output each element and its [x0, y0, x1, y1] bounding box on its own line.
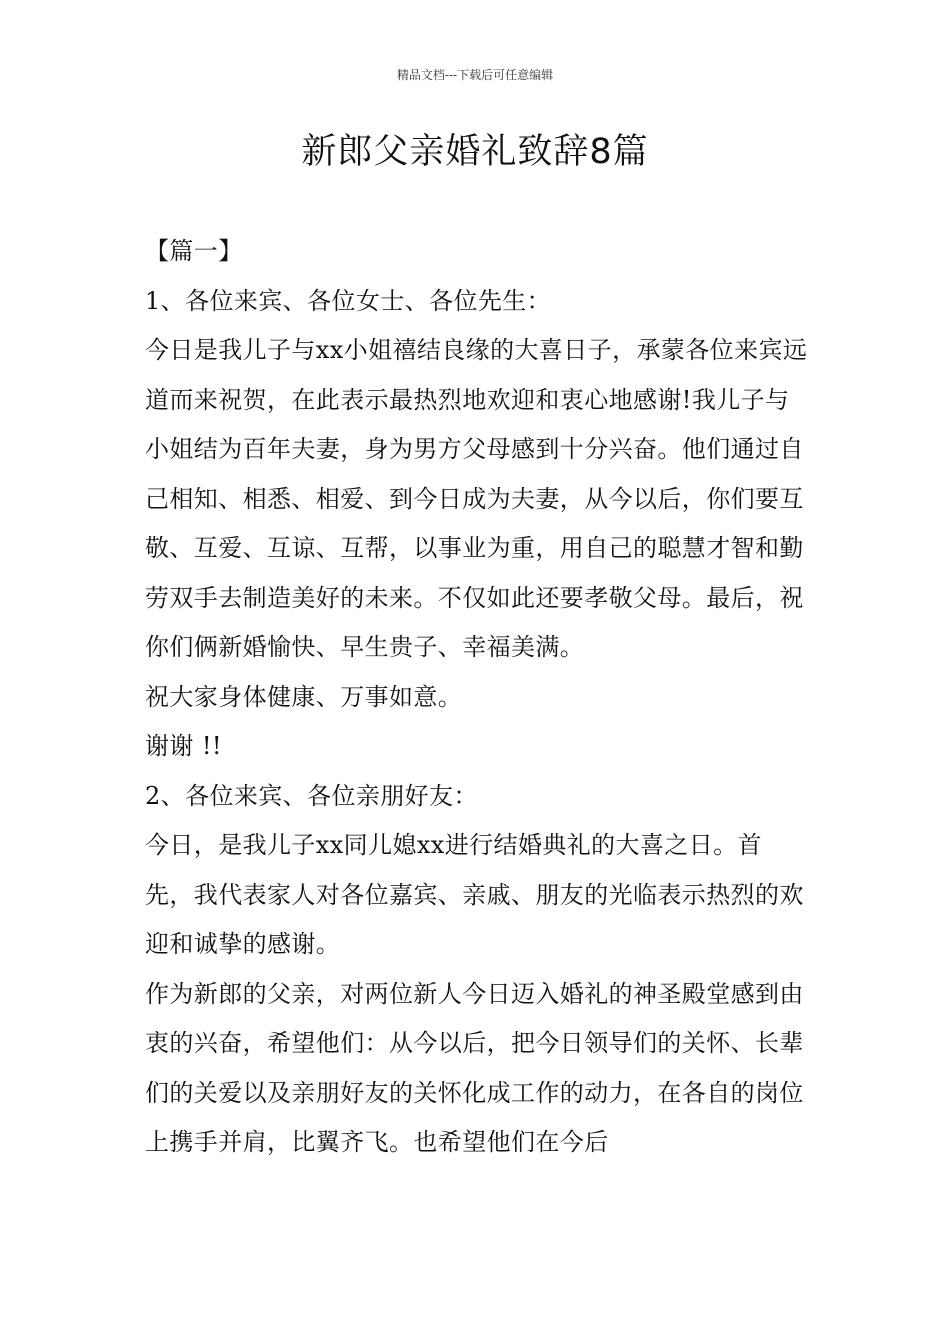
paragraph-speech-2: 今日，是我儿子xx同儿媳xx进行结婚典礼的大喜之日。首先，我代表家人对各位嘉宾、亲戚、朋友的光临表示热烈的欢迎和诚挚的感谢。 [145, 831, 804, 958]
section-heading: 【篇一】 [145, 237, 243, 265]
document-body [145, 227, 810, 1168]
document-title: 新郎父亲婚礼致辞8篇 [301, 132, 649, 172]
paragraph-thanks: 谢谢 !! [145, 732, 222, 760]
paragraph-speech-3: 作为新郎的父亲，对两位新人今日迈入婚礼的神圣殿堂感到由衷的兴奋，希望他们：从今以后，把今日领导们的关怀、长辈们的关爱以及亲朋好友的关怀化成工作的动力，在各自的岗位上携手并肩，比翼齐飞。也希望他们在今后 [145, 979, 804, 1156]
paragraph-greeting-2: 2、各位来宾、各位亲朋好友： [145, 781, 478, 810]
paragraph-speech-1: 今日是我儿子与xx小姐禧结良缘的大喜日子，承蒙各位来宾远道而来祝贺，在此表示最热烈地欢迎和衷心地感谢!我儿子与小姐结为百年夫妻，身为男方父母感到十分兴奋。他们通过自己相知、相悉、相爱、到今日成为夫妻，从今以后，你们要互敬、互爱、互谅、互帮，以事业为重，用自己的聪慧才智和勤劳双手去制造美好的未来。不仅如此还要孝敬父母。最后，祝你们俩新婚愉快、早生贵子、幸福美满。 [145, 336, 808, 661]
paragraph-wishes: 祝大家身体健康、万事如意。 [145, 682, 463, 711]
paragraph-greeting-1: 1、各位来宾、各位女士、各位先生： [145, 286, 552, 315]
page-header-note: 精品文档---下载后可任意编辑 [396, 68, 554, 82]
